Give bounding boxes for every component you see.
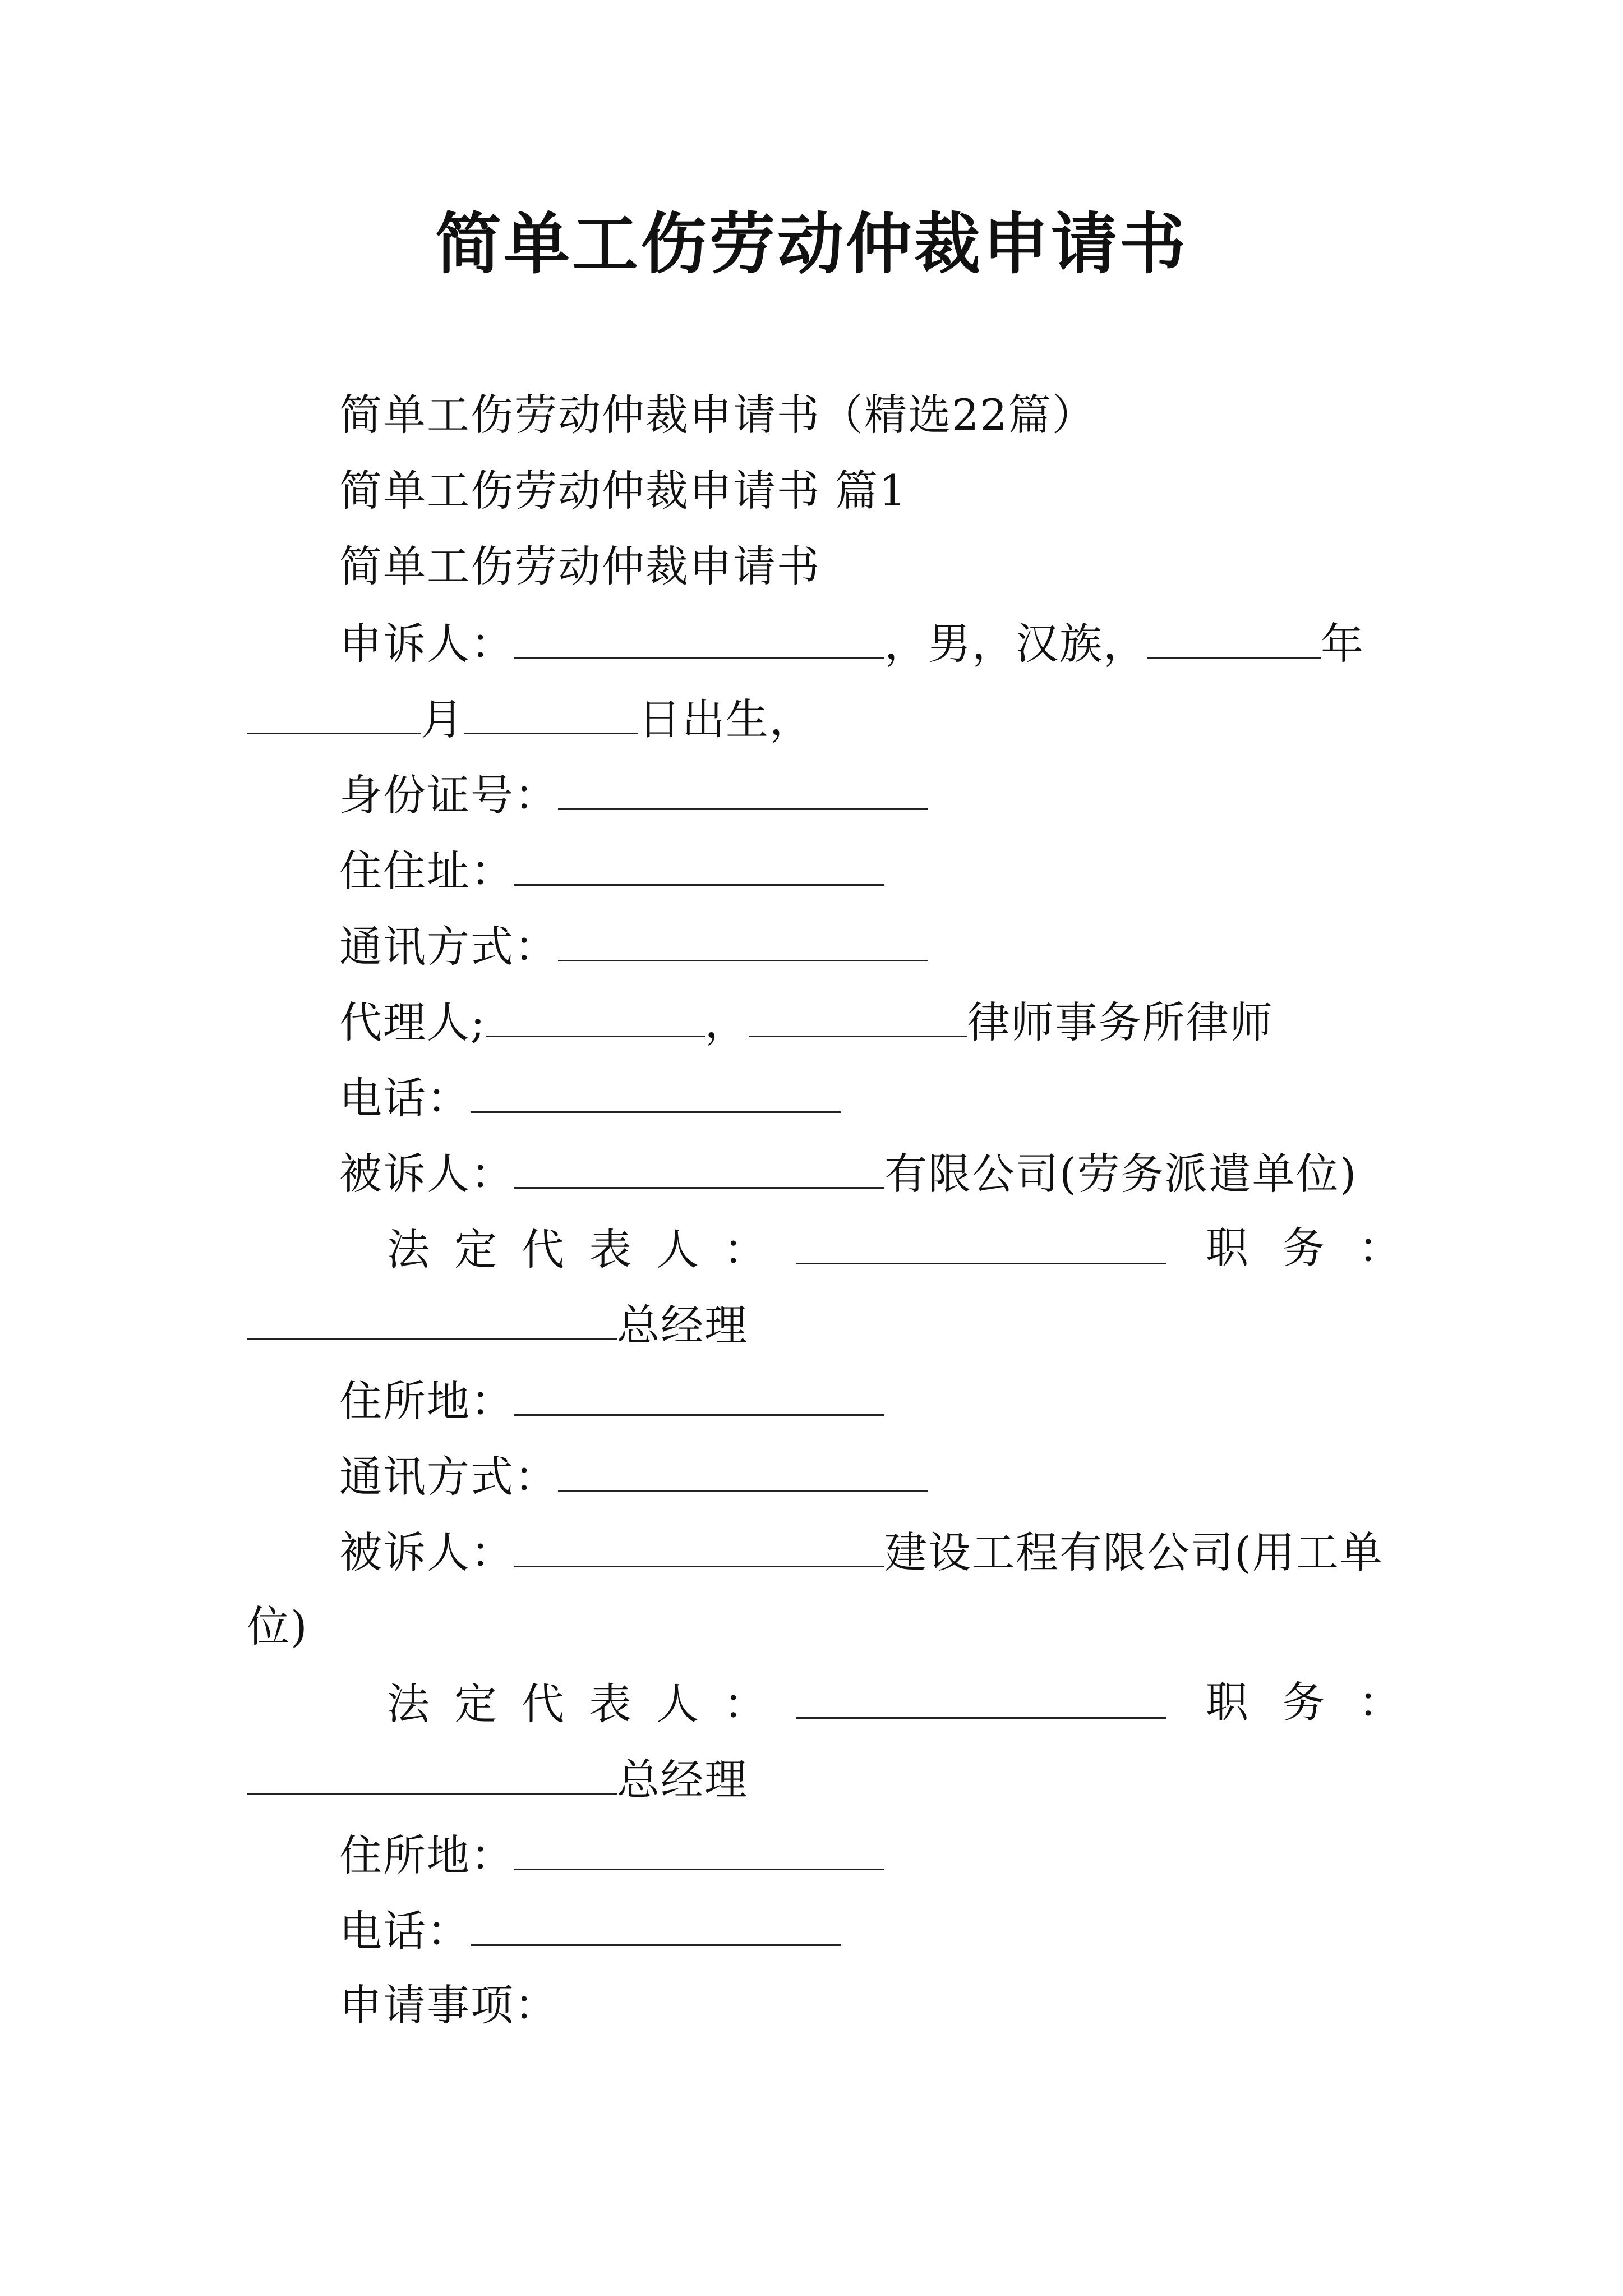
domicile-2-blank bbox=[514, 1820, 884, 1870]
month-label: 月 bbox=[421, 694, 464, 744]
legal-rep-label: 法定代表人： bbox=[387, 1679, 791, 1729]
legal-rep-label: 法定代表人： bbox=[387, 1225, 791, 1274]
address-line bbox=[339, 836, 884, 905]
agent-comma: ， bbox=[704, 997, 749, 1047]
contact-label: 通讯方式： bbox=[339, 1452, 558, 1502]
legal-rep-1-line bbox=[387, 1214, 1178, 1283]
respondent-2-line bbox=[339, 1517, 1384, 1586]
respondent-label: 被诉人： bbox=[339, 1527, 514, 1577]
subtitle-article: 简单工伤劳动仲裁申请书 篇1 bbox=[339, 466, 907, 516]
legal-rep-2-blank bbox=[796, 1669, 1166, 1719]
contact-label: 通讯方式： bbox=[339, 922, 558, 972]
contact-2-blank bbox=[558, 1442, 928, 1492]
contact-blank bbox=[558, 912, 928, 961]
domicile-label: 住所地： bbox=[339, 1376, 514, 1426]
agent-label: 代理人; bbox=[339, 997, 486, 1047]
id-number-blank bbox=[558, 760, 928, 810]
legal-rep-1-blank bbox=[796, 1214, 1166, 1264]
duty-1-blank bbox=[247, 1290, 617, 1340]
respondent-1-type: 有限公司(劳务派遣单位) bbox=[884, 1149, 1358, 1199]
domicile-1-line bbox=[339, 1366, 884, 1435]
birth-year-blank bbox=[1147, 609, 1321, 659]
general-manager-1: 总经理 bbox=[617, 1300, 748, 1350]
subtitle-collection: 简单工伤劳动仲裁申请书（精选22篇） bbox=[339, 390, 1096, 440]
applicant-name-blank bbox=[514, 609, 884, 659]
birth-date-line bbox=[247, 684, 813, 753]
respondent-label: 被诉人： bbox=[339, 1149, 514, 1199]
respondent-2-blank bbox=[514, 1517, 884, 1567]
applicant-label: 申诉人： bbox=[339, 619, 514, 669]
contact-line bbox=[339, 912, 928, 981]
respondent-2-type: 建设工程有限公司(用工单 bbox=[884, 1527, 1384, 1577]
applicant-line bbox=[339, 609, 1364, 678]
legal-rep-2-line bbox=[387, 1669, 1178, 1738]
agent-phone-line bbox=[339, 1063, 841, 1132]
duty-1-label: 职务： bbox=[1206, 1223, 1435, 1273]
contact-2-line bbox=[339, 1442, 928, 1511]
agent-title: 律师事务所律师 bbox=[967, 997, 1274, 1047]
general-manager-2: 总经理 bbox=[617, 1755, 748, 1805]
applicant-details: ，男，汉族， bbox=[884, 619, 1147, 669]
duty-2-line bbox=[247, 1745, 748, 1814]
year-label: 年 bbox=[1321, 619, 1364, 669]
section-heading: 简单工伤劳动仲裁申请书 bbox=[339, 541, 820, 591]
respondent-2-wrap: 位) bbox=[247, 1602, 308, 1651]
document-title: 简单工伤劳动仲裁申请书 bbox=[435, 205, 1188, 283]
birth-day-blank bbox=[464, 684, 638, 734]
domicile-2-line bbox=[339, 1820, 884, 1889]
domicile-1-blank bbox=[514, 1366, 884, 1416]
birth-label: 日出生， bbox=[638, 694, 813, 744]
phone-label: 电话： bbox=[339, 1073, 471, 1123]
id-label: 身份证号： bbox=[339, 770, 558, 820]
duty-1-line bbox=[247, 1290, 748, 1359]
id-number-line bbox=[339, 760, 928, 829]
phone-label: 电话： bbox=[339, 1906, 471, 1956]
domicile-label: 住所地： bbox=[339, 1830, 514, 1880]
phone-2-blank bbox=[471, 1896, 841, 1946]
duty-2-blank bbox=[247, 1745, 617, 1795]
address-blank bbox=[514, 836, 884, 886]
request-items-label: 申请事项： bbox=[339, 1980, 558, 2030]
phone-2-line bbox=[339, 1896, 841, 1965]
address-label: 住住址： bbox=[339, 846, 514, 896]
duty-2-label: 职务： bbox=[1206, 1677, 1435, 1727]
respondent-1-blank bbox=[514, 1139, 884, 1189]
agent-name-blank bbox=[486, 987, 705, 1037]
law-firm-blank bbox=[749, 987, 967, 1037]
birth-month-blank bbox=[247, 684, 421, 734]
agent-phone-blank bbox=[471, 1063, 841, 1113]
respondent-1-line bbox=[339, 1139, 1357, 1208]
agent-line bbox=[339, 987, 1274, 1056]
